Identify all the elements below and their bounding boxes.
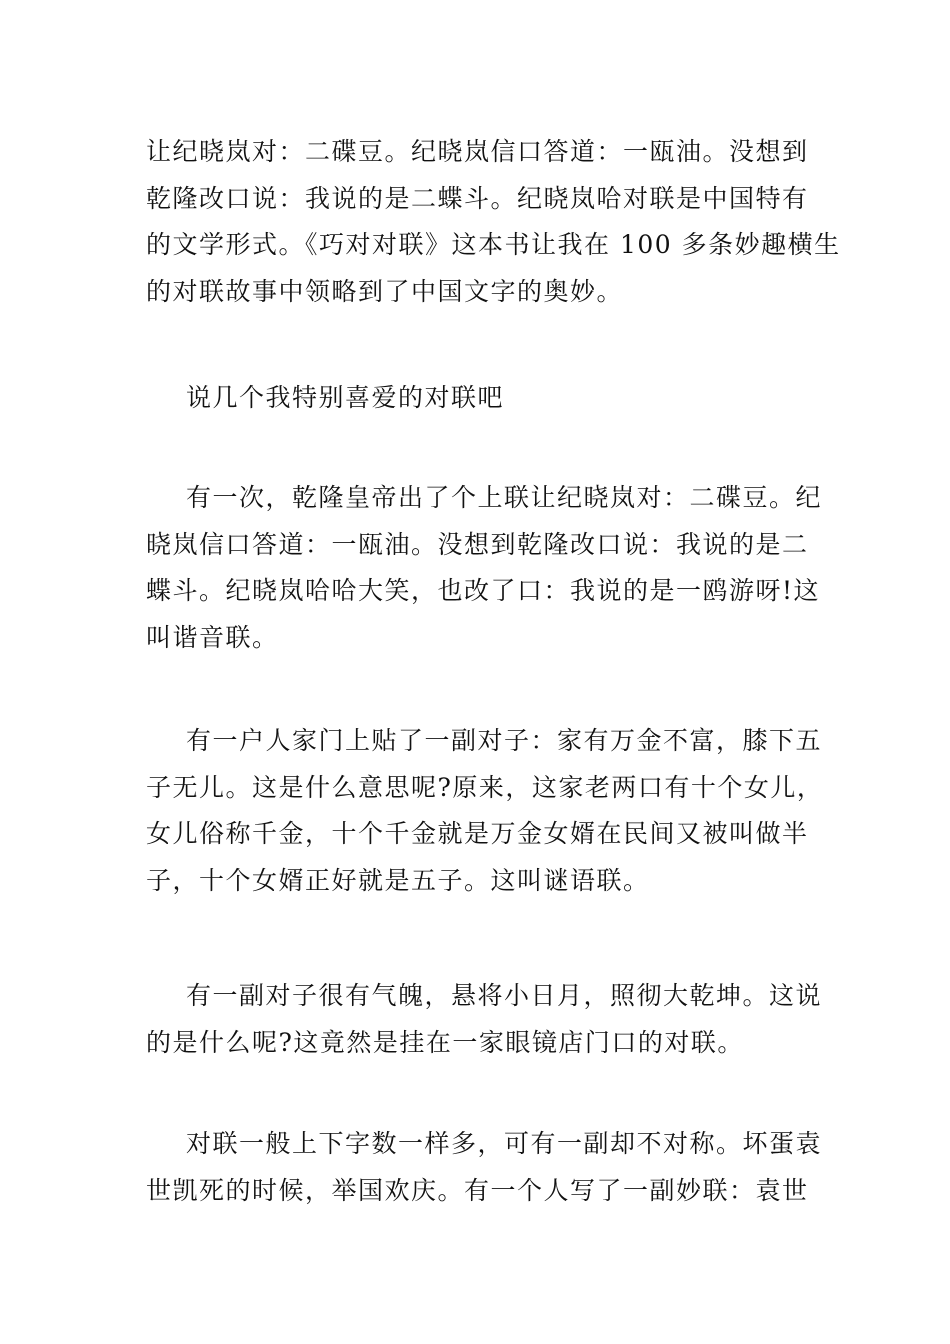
paragraph-riddle: [146, 718, 824, 904]
paragraph-heading: [146, 375, 811, 422]
text-line: 女儿俗称千金，十个千金就是万金女婿在民间又被叫做半: [146, 819, 809, 848]
paragraph-glasses-shop: [146, 973, 823, 1066]
text-line: 晓岚信口答道：一瓯油。没想到乾隆改口说：我说的是二: [146, 529, 809, 559]
text-line: 乾隆改口说：我说的是二蝶斗。纪晓岚哈对联是中国特有: [146, 183, 809, 213]
text-line: 世凯死的时候，举国欢庆。有一个人写了一副妙联：袁世: [146, 1175, 809, 1205]
text-line: 的是什么呢?这竟然是挂在一家眼镜店门口的对联。: [146, 1027, 744, 1057]
text-line: 的文学形式。《巧对对联》这本书让我在 100 多条妙趣横生: [146, 230, 841, 259]
text-line: 子，十个女婿正好就是五子。这叫谜语联。: [146, 865, 650, 895]
text-line: 让纪晓岚对：二碟豆。纪晓岚信口答道：一瓯油。没想到: [146, 137, 809, 166]
text-line: 蝶斗。纪晓岚哈哈大笑，也改了口：我说的是一鸥游呀!这: [146, 576, 821, 605]
text-line: 有一次，乾隆皇帝出了个上联让纪晓岚对：二碟豆。纪: [186, 483, 823, 512]
paragraph-asymmetric: [146, 1121, 823, 1214]
text-line: 对联一般上下字数一样多，可有一副却不对称。坏蛋袁: [186, 1129, 823, 1158]
text-line: 有一户人家门上贴了一副对子：家有万金不富，膝下五: [186, 726, 823, 755]
text-line: 的对联故事中领略到了中国文字的奥妙。: [146, 276, 624, 306]
paragraph-intro: [146, 129, 841, 315]
text-line: 子无儿。这是什么意思呢?原来，这家老两口有十个女儿，: [146, 772, 824, 802]
text-line: 叫谐音联。: [146, 622, 279, 652]
text-line: 说几个我特别喜爱的对联吧: [186, 383, 505, 412]
paragraph-homophone: [146, 475, 823, 661]
text-line: 有一副对子很有气魄，悬将小日月，照彻大乾坤。这说: [186, 981, 823, 1010]
